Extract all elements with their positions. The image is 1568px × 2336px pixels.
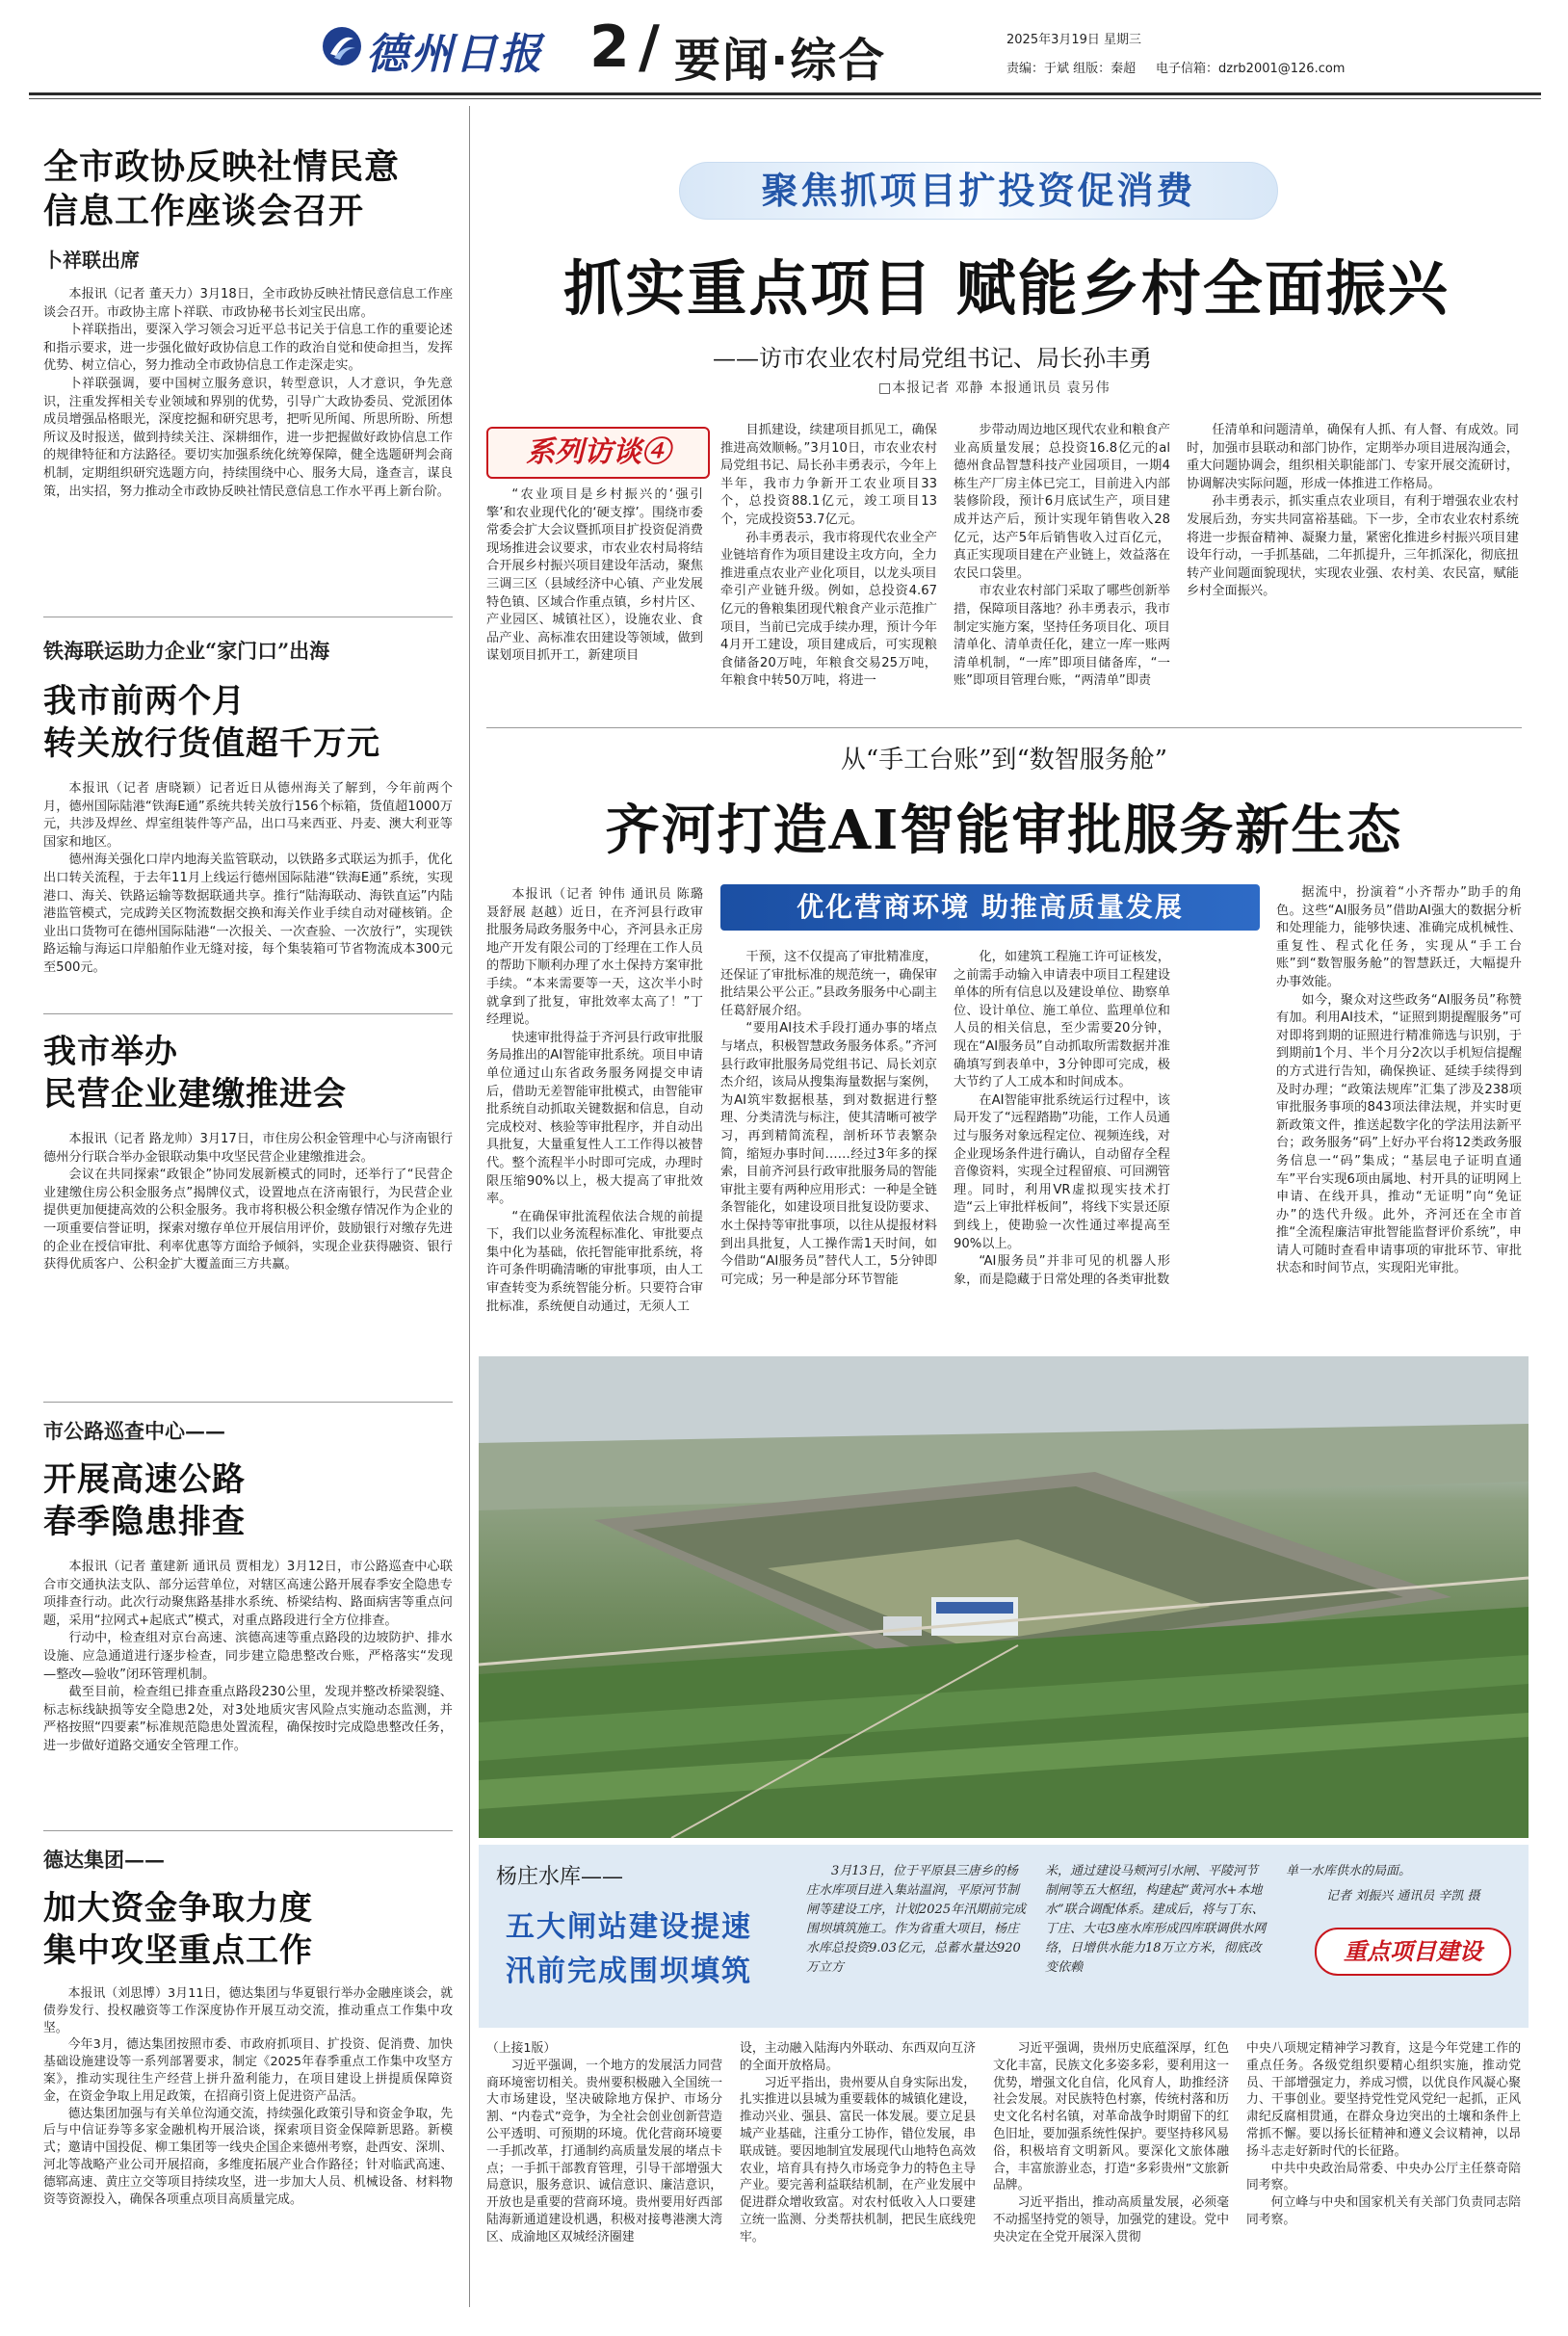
- newspaper-logo-emblem-icon: [323, 27, 361, 66]
- paragraph: 卜祥联强调，要中国树立服务意识，转型意识，人才意识，争先意识，注重发挥相关专业领域和界别的优势，引导广大政协委员、党派团体成员增强品格眼光，深度挖掘和研究思考，把听见所闻、所思所盼、所想所议及时报送，做到持续关注、深耕细作，进一步把握做好政协信息工作的规律特征和方法路径。要切实加强系统化统筹保障，健全选题研判会商机制，定期组织研究选题方向，持续围绕中心、服务大局，逢查言，谋良策，出实招，努力推动全市政协反映社情民意信息工作水平再上新台阶。: [43, 376, 453, 499]
- section-rule: [43, 1013, 453, 1014]
- article-cppcc: [43, 144, 453, 501]
- photo-credit: 记者 刘振兴 通讯员 辛凯 摄: [1326, 1889, 1480, 1903]
- paragraph: 德州海关强化口岸内地海关监管联动，以铁路多式联运为抓手，优化出口转关流程，于去年11月上线运行德州国际陆港“铁海E通”系统，实现港口、海关、铁路运输等数据联通共享。推行“陆海联动、海铁直运”内陆港监管模式，完成跨关区物流数据交换和海关作业手续自动对碰核销。企业出口货物可在德州国际陆港“一次报关、一次查验、一次放行”，实现铁路运输与海运口岸船舶作业无缝对接，每个集装箱可节省物流成本300元至500元。: [43, 853, 453, 975]
- article-highway: [43, 1416, 453, 1756]
- paragraph: 如今，聚众对这些政务“AI服务员”称赞有加。利用AI技术，“证照到期提醒服务”可对即将到期的证照进行精准筛选与识别，于到期前1个月、半个月分2次以手机短信提醒的方式进行告知，确保换证、延续手续得到及时办理；“政策法规库”汇集了涉及238项审批服务事项的843项法律法规，并实时更新政策文件，推送起数字化的学法用法新平台；政务服务“码”上好办平台将12类政务服务信息一“码”集成；“基层电子证明直通车”平台实现6项由属地、村开具的证明网上申请、在线开具，推动“无证明”向“免证办”的迭代升级。此外，齐河还在全市首推“全流程廉洁审批智能监督评价系统”，申请人可随时查看申请事项的审批环节、审批状态和时间节点，实现阳光审批。: [1276, 992, 1522, 1276]
- masthead-rule: [29, 92, 1541, 95]
- photo-caption-band: [479, 1845, 1529, 2028]
- paragraph: 快速审批得益于齐河县行政审批服务局推出的AI智能审批系统。项目申请单位通过山东省政务服务网提交申请后，借助无差智能审批模式，由智能审批系统自动抓取关键数据和信息，自动完成校对、核验等审批程序，并自动出具批复，大量重复性人工工作得以被替代。整个流程半小时即可完成，办理时限压缩90%以上，极大提高了审批效率。: [486, 1030, 703, 1207]
- left-column-divider: [469, 106, 470, 2307]
- editors: 责编：于斌 组版：秦超: [1006, 62, 1137, 76]
- article-body: [43, 1131, 453, 1274]
- feature-column-4: [1187, 422, 1519, 601]
- key-project-tag-text: 重点项目建设: [1344, 1937, 1482, 1965]
- article-title-line2: 信息工作座谈会召开: [43, 191, 365, 231]
- campaign-banner: [679, 162, 1278, 220]
- photo-caption-part2: 米，通过建设马颊河引水闸、平陵河节制闸等五大枢纽，构建起“黄河水+本地水”联合调配体系。建成后，将与丁东、丁庄、大屯3座水库形成四库联调供水网络，日增供水能力18万立方米，彻底改变依赖: [1045, 1864, 1267, 1975]
- article-title-line2: 民营企业建缴推进会: [43, 1075, 347, 1114]
- section-name: 要闻·综合: [674, 34, 887, 88]
- section-rule: [43, 1402, 453, 1403]
- article-title-line1: 全市政协反映社情民意: [43, 146, 401, 187]
- paragraph: 化，如建筑工程施工许可证核发，之前需手动输入申请表中项目工程建设单体的所有信息以及建设单位、勘察单位、设计单位、施工单位、监理单位和人员的相关信息，至少需要20分钟，现在“AI服务员”自动抓取所需数据并准确填写到表单中，3分钟即可完成，极大节约了人工成本和时间成本。: [954, 950, 1170, 1090]
- continued-column-2: [740, 2040, 976, 2246]
- feature-column-2: [720, 422, 937, 691]
- section-rule: [486, 727, 1522, 728]
- campaign-banner-text: 聚焦抓项目扩投资促消费: [761, 170, 1196, 212]
- paragraph: “在确保审批流程依法合规的前提下，我们以业务流程标准化、审批要点集中化为基础，依托智能审批系统，将许可条件明确清晰的审批事项，由人工审查转变为系统智能分析。只要符合审批标准，系统便自动通过，无须人工: [486, 1209, 703, 1314]
- ai-column-3: [954, 949, 1170, 1289]
- feature-column-3: [954, 422, 1170, 691]
- reservoir-photo: [479, 1356, 1529, 1838]
- paragraph: 何立峰与中央和国家机关有关部门负责同志陪同考察。: [1246, 2195, 1521, 2227]
- ai-article-headline: 齐河打造AI智能审批服务新生态: [605, 799, 1403, 862]
- series-tag-text: 系列访谈④: [526, 435, 670, 469]
- article-kicker: 市公路巡查中心——: [43, 1419, 225, 1443]
- reservoir-title-line2: 汛前完成围坝填筑: [506, 1955, 752, 1988]
- paragraph: 习近平指出，推动高质量发展，必须毫不动摇坚持党的领导，加强党的建设。党中央决定在全党开展深入贯彻: [993, 2195, 1229, 2244]
- article-title-line2: 春季隐患排查: [43, 1503, 246, 1541]
- paragraph: 本报讯（刘思博）3月11日，德达集团与华夏银行举办金融座谈会，就债券发行、投权融资等工作深度协作开展互动交流，推动重点工作集中攻坚。: [43, 1986, 453, 2035]
- feature-headline: 抓实重点项目 赋能乡村全面振兴: [563, 253, 1450, 324]
- continued-column-1: [486, 2040, 722, 2246]
- paragraph: 习近平强调，贵州历史底蕴深厚，红色文化丰富，民族文化多姿多彩，要利用这一优势，增强文化自信，化风育人，助推经济社会发展。对民族特色村寨，传统村落和历史文化名村名镇，对革命战争时期留下的红色旧址，要加强系统性保护。要坚持移风易俗，积极培育文明新风。要深化文旅体融合，丰富旅游业态，打造“多彩贵州”文旅新品牌。: [993, 2041, 1229, 2193]
- paragraph: 卜祥联指出，要深入学习领会习近平总书记关于信息工作的重要论述和指示要求，进一步强化做好政协信息工作的政治自觉和使命担当，发挥优势、树立信心，努力推动全市政协信息工作走深走实。: [43, 323, 453, 374]
- article-title-line1: 我市举办: [43, 1033, 178, 1071]
- series-tag: [486, 427, 710, 479]
- paragraph: （上接1版）: [486, 2041, 557, 2056]
- paragraph: 市农业农村部门采取了哪些创新举措，保障项目落地？孙丰勇表示，我市制定实施方案，坚持任务项目化、项目清单化、清单责任化，建立一库一账两清单机制，“一库”即项目储备库，“一账”即项目管理台账，“两清单”即责: [954, 584, 1170, 689]
- paragraph: 任清单和问题清单，确保有人抓、有人督、有成效。同时，加强市县联动和部门协作，定期举办项目进展沟通会，重大问题协调会，组织相关职能部门、专家开展交流研讨，协调解决实际问题，形成一体推进工作格局。: [1187, 423, 1519, 491]
- paragraph: 会议在共同探索“政银企”协同发展新模式的同时，还举行了“民营企业建缴住房公积金服务点”揭牌仪式，设置地点在济南银行，为民营企业提供更加便捷高效的公积金服务。我市将积极公积金缴存情况作为企业的一项重要信誉证明，探索对缴存单位开展信用评价，鼓励银行对缴存先进的企业在授信审批、利率优惠等方面给予倾斜，实现企业获得融资、银行获得优质客户、公积金扩大覆盖面三方共赢。: [43, 1168, 453, 1273]
- paragraph: 习近平强调，一个地方的发展活力同营商环境密切相关。贵州要积极融入全国统一大市场建设，坚决破除地方保护、市场分割、“内卷式”竞争，为全社会创业创新营造公平透明、可预期的环境。优化营商环境要一手抓改革，打通制约高质量发展的堵点卡点；一手抓干部教育管理，引导干部增强大局意识，服务意识、诚信意识、廉洁意识，开放也是重要的营商环境。贵州要用好西部陆海新通道建设机遇，积极对接粤港澳大湾区、成渝地区双城经济圈建: [486, 2058, 722, 2244]
- paragraph: 据流中，扮演着“小齐帮办”助手的角色。这些“AI服务员”借助AI强大的数据分析和处理能力，能够快速、准确完成机械性、重复性、程式化任务，实现从“手工台账”到“数智服务舱”的智慧跃迁，大幅提升办事效能。: [1276, 885, 1522, 989]
- paragraph: 习近平指出，贵州要从自身实际出发，扎实推进以县城为重要载体的城镇化建设，推动兴业、强县、富民一体发展。要立足县城产业基础，注重分工协作，错位发展，串联成链。要因地制宜发展现代山地特色高效农业，培育具有持久市场竞争力的特色主导产业。要完善利益联结机制，在产业发展中促进群众增收致富。对农村低收入人口要建立统一监测、分类帮扶机制，把民生底线兜牢。: [740, 2075, 976, 2244]
- article-kicker: 铁海联运助力企业“家门口”出海: [43, 639, 330, 663]
- masthead-rule-thin: [29, 98, 1541, 99]
- article-title-line1: 加大资金争取力度: [43, 1889, 313, 1928]
- article-subtitle: 卜祥联出席: [43, 249, 140, 272]
- article-body: [43, 1559, 453, 1756]
- business-env-banner-text: 优化营商环境 助推高质量发展: [797, 891, 1184, 923]
- paragraph: “要用AI技术手段打通办事的堵点与堵点，积极智慧政务服务体系。”齐河县行政审批服务局党组书记、局长刘京杰介绍，该局从搜集海量数据与案例，为AI筑牢数据根基，到对数据进行整理、分类清洗与标注，使其清晰可被学习，再到精简流程，剖析环节表繁杂简，缩短办事时间……经过3年多的探索，目前齐河县行政审批服务局的智能审批主要有两种应用形式：一种是全链条智能化，如建设项目批复设防要求、水土保持等审批事项，以往从提报材料到出具批复，人工操作需1天时间，如今借助“AI服务员”替代人工，5分钟即可完成；另一种是部分环节智能: [720, 1021, 937, 1287]
- key-project-tag: [1315, 1928, 1511, 1976]
- paragraph: 本报讯（记者 董建新 通讯员 贾相龙）3月12日，市公路巡查中心联合市交通执法支队、部分运营单位，对辖区高速公路开展春季安全隐患专项排查行动。此次行动聚焦路基排水系统、桥梁结构、路面病害等重点问题，采用“拉网式+起底式”模式，对重点路段进行全方位排查。: [43, 1560, 453, 1628]
- newspaper-logo: 德州日报: [366, 30, 543, 79]
- paragraph: “农业项目是乡村振兴的‘强引擎’和农业现代化的‘硬支撑’。围绕市委常委会扩大会议暨抓项目扩投资促消费现场推进会议要求，市农业农村局将结合开展乡村振兴项目建设年活动，聚焦三调三区（县域经济中心镇、产业发展特色镇、区域合作重点镇，乡村片区、产业园区、城镇社区），设施农业、食品产业、高标准农田建设等领域，做到谋划项目抓开工，新建项目: [486, 487, 703, 664]
- paragraph: 本报讯（记者 路龙帅）3月17日，市住房公积金管理中心与济南银行德州分行联合举办金银联动集中攻坚民营企业建缴推进会。: [43, 1132, 454, 1165]
- feature-subhead: ——访市农业农村局党组书记、局长孙丰勇: [713, 345, 1152, 372]
- article-title-line2: 集中攻坚重点工作: [43, 1931, 313, 1970]
- reservoir-title-line1: 五大闸站建设提速: [506, 1910, 752, 1944]
- continued-column-3: [993, 2040, 1229, 2246]
- feature-column-1: [486, 486, 703, 666]
- paragraph: 目抓建设，续建项目抓见工，确保推进高效顺畅。”3月10日，市农业农村局党组书记、局长孙丰勇表示，今年上半年，我市力争新开工农业项目33个，总投资88.1亿元，竣工项目13个，完成投资53.7亿元。: [720, 423, 937, 527]
- business-env-banner: [720, 884, 1260, 931]
- page-number: 2: [589, 13, 630, 81]
- paragraph: 本报讯（记者 董天力）3月18日，全市政协反映社情民意信息工作座谈会召开。市政协主席卜祥联、市政协秘书长刘宝民出席。: [43, 287, 454, 320]
- article-kicker: 德达集团——: [43, 1848, 165, 1872]
- photo-caption-part1: 3月13日，位于平原县三唐乡的杨庄水库项目进入集站温润，平原河节制闸等建设工序，计划2025年汛期前完成围坝填筑施工。作为省重大项目，杨庄水库总投资9.03亿元，总蓄水量达920万立方: [806, 1864, 1027, 1975]
- page-slash: /: [639, 13, 660, 81]
- paragraph: 中共中央政治局常委、中央办公厅主任蔡奇陪同考察。: [1246, 2161, 1521, 2193]
- contact-email: 电子信箱：dzrb2001@126.com: [1156, 62, 1346, 76]
- paragraph: 今年3月，德达集团按照市委、市政府抓项目、扩投资、促消费、加快基础设施建设等一系列部署要求，制定《2025年春季重点工作集中攻坚方案》，推动实现往生产经营上拼升盈利能力，在项目建设上拼提质保障资金，在资金争取上用足政策，在招商引资上促进资产品活。: [43, 2037, 453, 2104]
- paragraph: 本报讯（记者 钟伟 通讯员 陈璐 聂舒展 赵越）近日，在齐河县行政审批服务局政务服务中心，齐河县永正房地产开发有限公司的丁经理在工作人员的帮助下顺利办理了水土保持方案审批手续。“本来需要等一天，这次半小时就拿到了批复，审批效率太高了！”丁经理说。: [486, 887, 703, 1028]
- article-body: [43, 1985, 453, 2208]
- ai-column-1: [486, 886, 703, 1316]
- paragraph: 截至目前，检查组已排查重点路段230公里，发现并整改桥梁裂缝、标志标线缺损等安全隐患2处，对3处地质灾害风险点实施动态监测，并严格按照“四要素”标准规范隐患处置流程，确保按时完成隐患整改任务，进一步做好道路交通安全管理工作。: [43, 1685, 453, 1753]
- article-customs: [43, 636, 453, 978]
- issue-date: 2025年3月19日 星期三: [1006, 33, 1142, 47]
- paragraph: 孙丰勇表示，我市将现代农业全产业链培育作为项目建设主攻方向，全力推进重点农业产业化项目，以龙头项目牵引产业链升级。例如，总投资4.67亿元的鲁粮集团现代粮食产业示范推广项目，当前已完成手续办理，预计今年4月开工建设，项目建成后，可实现粮食储备20万吨，年粮食交易25万吨，年粮食中转50万吨，将进一: [720, 530, 937, 689]
- paragraph: 本报讯（记者 唐晓颖）记者近日从德州海关了解到，今年前两个月，德州国际陆港“铁海E通”系统共转关放行156个标箱，货值超1000万元，共涉及焊丝、焊室组装件等产品，出口马来西亚、丹麦、澳大利亚等国家和地区。: [43, 781, 453, 850]
- paragraph: “AI服务员”并非可见的机器人形象，而是隐藏于日常处理的各类审批数: [954, 1254, 1170, 1287]
- article-body: [43, 780, 453, 978]
- paragraph: 行动中，检查组对京台高速、滨德高速等重点路段的边坡防护、排水设施、应急通道进行逐步检查，同步建立隐患整改台账，严格落实“发现—整改—验收”闭环管理机制。: [43, 1631, 453, 1682]
- paragraph: 设，主动融入陆海内外联动、东西双向互济的全面开放格局。: [740, 2041, 976, 2073]
- continued-column-4: [1246, 2040, 1521, 2229]
- ai-column-4: [1276, 884, 1522, 1278]
- article-deda-group: [43, 1845, 453, 2208]
- photo-caption-part3: 单一水库供水的局面。: [1286, 1864, 1412, 1878]
- article-private-enterprise: [43, 1031, 453, 1274]
- paragraph: 孙丰勇表示，抓实重点农业项目，有利于增强农业农村发展后劲，夯实共同富裕基础。下一步，全市农业农村系统将进一步振奋精神、凝聚力量，紧密化推进乡村振兴项目建设年行动，一手抓基础，二年抓提升，三年抓深化，彻底扭转产业间题面貌现状，实现农业强、农村美、农民富，赋能乡村全面振兴。: [1187, 494, 1519, 599]
- paragraph: 德达集团加强与有关单位沟通交流，持续强化政策引导和资金争取，先后与中信证券等多家金融机构开展洽谈，探索项目资金保障新思路。新模式；邀请中国投促、柳工集团等一线央企国企来德州考察，赴西安、深圳、河北等战略产业公司开展招商，多维度拓展产业合作路径；针对临武高速、德郓高速、黄庄立交等项目持续攻坚，进一步加大人员、机械设备、材料物资等资源投入，确保各项重点项目高质量完成。: [43, 2106, 453, 2207]
- section-rule: [43, 1830, 453, 1831]
- paragraph: 干预，这不仅提高了审批精准度，还保证了审批标准的规范统一，确保审批结果公平公正。”县政务服务中心副主任葛舒展介绍。: [720, 950, 937, 1018]
- article-body: [43, 286, 453, 501]
- reservoir-aerial-illustration: [479, 1356, 1529, 1838]
- ai-column-2: [720, 949, 937, 1289]
- article-title-line1: 我市前两个月: [43, 682, 246, 721]
- feature-byline: □本报记者 邓静 本报通讯员 袁另伟: [878, 381, 1111, 396]
- paragraph: 在AI智能审批系统运行过程中，该局开发了“远程踏勘”功能，工作人员通过与服务对象远程定位、视频连线，对企业现场条件进行确认，自动留存全程音像资料，实现全过程留痕、可回溯管理。同时，利用VR虚拟现实技术打造“云上审批样板间”，将线下实景还原到线上，使勘验一次性通过率提高至90%以上。: [954, 1092, 1170, 1251]
- article-title-line1: 开展高速公路: [43, 1460, 246, 1499]
- article-title-line2: 转关放行货值超千万元: [43, 724, 380, 763]
- reservoir-kicker: 杨庄水库——: [496, 1865, 624, 1889]
- ai-article-kicker: 从“手工台账”到“数智服务舱”: [840, 746, 1168, 774]
- masthead: [0, 0, 1568, 92]
- paragraph: 步带动周边地区现代农业和粮食产业高质量发展；总投资16.8亿元的al德州食品智慧科技产业园项目，一期4栋生产厂房主体已完工，目前进入内部装修阶段，预计6月底试生产，项目建成并达产后，预计实现年销售收入28亿元，达产5年后销售收入过百亿元，真正实现项目建在产业链上，效益落在农民口袋里。: [954, 423, 1170, 581]
- paragraph: 中央八项规定精神学习教育，这是今年党建工作的重点任务。各级党组织要精心组织实施，推动党员、干部增强定力，养成习惯，以优良作风凝心聚力、干事创业。要坚持党性党风党纪一起抓，正风肃纪反腐相贯通，在群众身边突出的土壤和条件上常抓不懈。要以扬长征精神和遵义会议精神，以昂扬斗志走好新时代的长征路。: [1246, 2041, 1521, 2159]
